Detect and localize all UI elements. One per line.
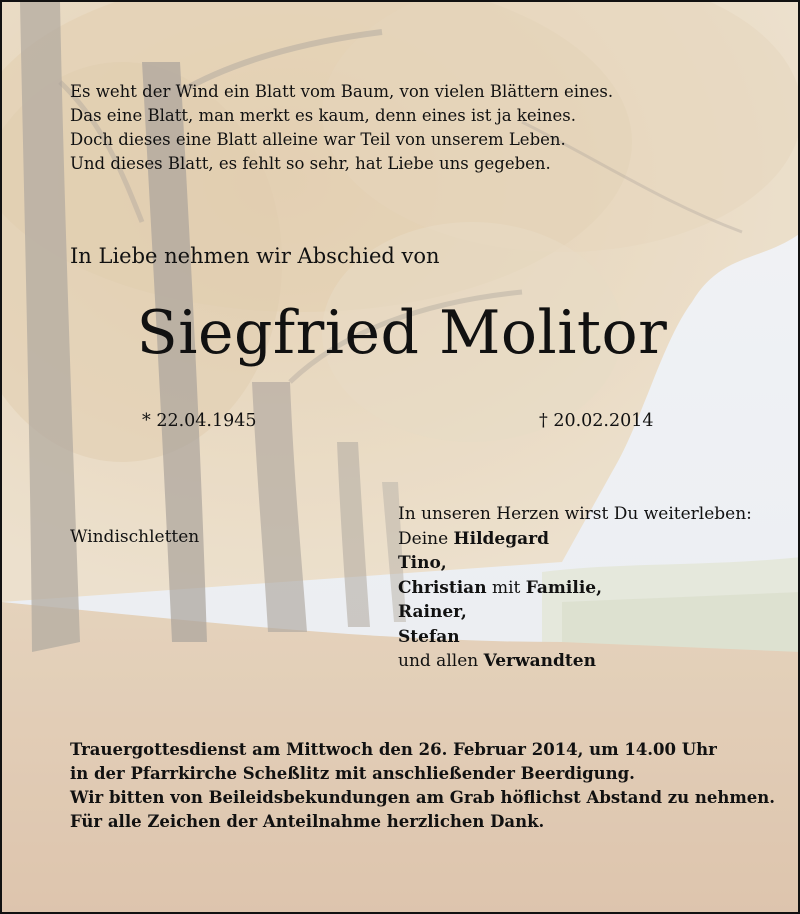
- mourners-heading: In unseren Herzen wirst Du weiterleben:: [398, 504, 752, 524]
- service-line: Für alle Zeichen der Anteilnahme herzlichen Dank.: [70, 812, 545, 831]
- mourner-name: Christian: [398, 577, 487, 598]
- mourner-row: [398, 649, 752, 674]
- poem-line: Doch dieses eine Blatt alleine war Teil von unserem Leben.: [70, 130, 566, 149]
- mourner-name: Familie,: [525, 577, 603, 598]
- mourner-row: [398, 576, 752, 601]
- mourner-row: [398, 625, 752, 650]
- mourner-name: Tino,: [398, 553, 447, 573]
- mourner-name: Hildegard: [453, 528, 549, 549]
- mourner-prefix: und allen: [398, 651, 479, 671]
- birth-date: * 22.04.1945: [142, 411, 257, 431]
- service-line: Trauergottesdienst am Mittwoch den 26. Februar 2014, um 14.00 Uhr: [70, 740, 717, 759]
- service-line: Wir bitten von Beileidsbekundungen am Grab höflichst Abstand zu nehmen.: [70, 788, 776, 807]
- death-date: † 20.02.2014: [539, 411, 654, 431]
- mourner-row: [398, 527, 752, 552]
- funeral-service-notice: [70, 738, 775, 834]
- mourners-list: [398, 502, 752, 674]
- hometown: Windischletten: [70, 527, 200, 547]
- mourner-prefix: Deine: [398, 528, 449, 549]
- mourner-row: [398, 600, 752, 625]
- poem-line: Es weht der Wind ein Blatt vom Baum, von vielen Blättern eines.: [70, 82, 614, 101]
- mourner-connector: mit: [491, 577, 521, 598]
- deceased-name: Siegfried Molitor: [136, 298, 668, 368]
- mourner-name: Stefan: [398, 626, 460, 647]
- poem-line: Und dieses Blatt, es fehlt so sehr, hat Liebe uns gegeben.: [70, 154, 551, 173]
- poem: [70, 80, 613, 176]
- mourner-row: [398, 551, 752, 576]
- mourner-name: Verwandten: [483, 651, 596, 671]
- farewell-intro: In Liebe nehmen wir Abschied von: [70, 244, 440, 268]
- mourner-name: Rainer,: [398, 602, 467, 622]
- service-line: in der Pfarrkirche Scheßlitz mit anschließender Beerdigung.: [70, 764, 635, 783]
- poem-line: Das eine Blatt, man merkt es kaum, denn eines ist ja keines.: [70, 106, 576, 125]
